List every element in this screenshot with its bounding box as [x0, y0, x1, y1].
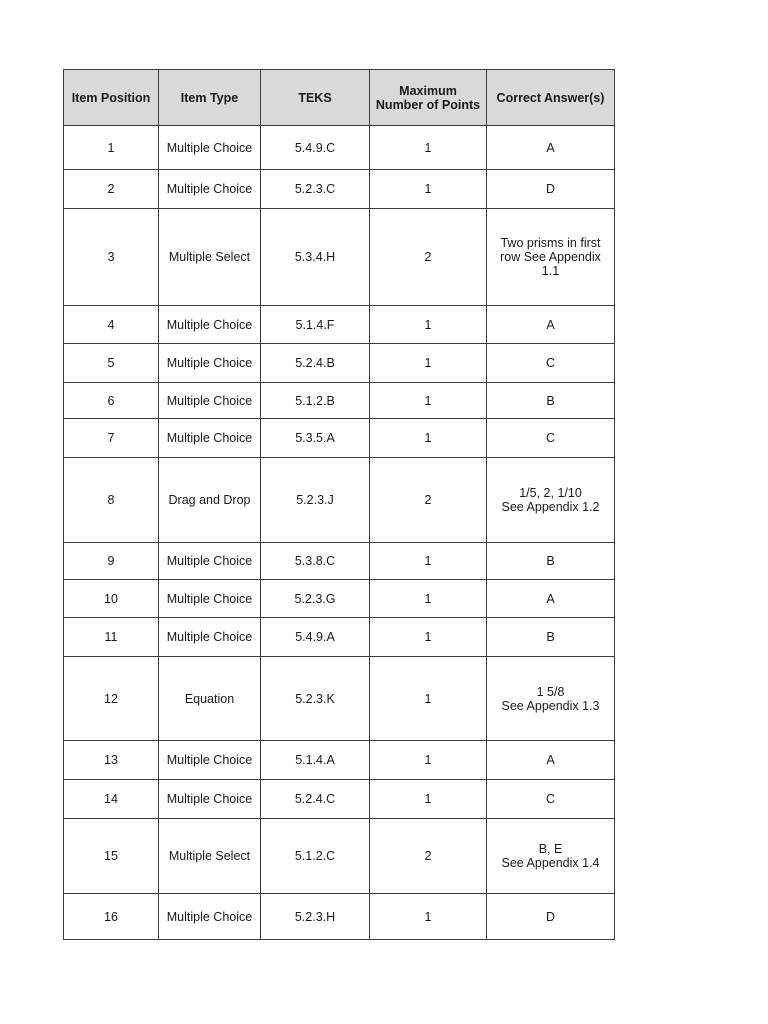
cell-item-position: 10 — [64, 580, 159, 618]
table-row — [64, 580, 615, 618]
cell-teks: 5.2.3.H — [261, 894, 370, 940]
cell-teks: 5.2.4.B — [261, 344, 370, 383]
header-max-points: Maximum Number of Points — [370, 70, 487, 126]
cell-teks: 5.3.5.A — [261, 419, 370, 458]
cell-teks: 5.3.8.C — [261, 543, 370, 580]
cell-teks: 5.1.2.B — [261, 383, 370, 419]
cell-item-position: 5 — [64, 344, 159, 383]
cell-teks: 5.3.4.H — [261, 209, 370, 306]
cell-teks: 5.1.4.A — [261, 741, 370, 780]
cell-correct-answer: B — [487, 383, 615, 419]
cell-item-type: Multiple Choice — [159, 170, 261, 209]
cell-item-position: 12 — [64, 657, 159, 741]
cell-correct-answer: D — [487, 894, 615, 940]
cell-correct-answer: A — [487, 126, 615, 170]
table-row — [64, 126, 615, 170]
cell-item-position: 4 — [64, 306, 159, 344]
cell-correct-answer: D — [487, 170, 615, 209]
cell-teks: 5.4.9.C — [261, 126, 370, 170]
cell-correct-answer: A — [487, 306, 615, 344]
table-row — [64, 458, 615, 543]
cell-max-points: 1 — [370, 383, 487, 419]
cell-teks: 5.2.3.G — [261, 580, 370, 618]
cell-correct-answer: C — [487, 780, 615, 819]
cell-max-points: 1 — [370, 306, 487, 344]
header-row — [64, 70, 615, 126]
cell-item-type: Multiple Choice — [159, 894, 261, 940]
table-row — [64, 894, 615, 940]
cell-item-type: Drag and Drop — [159, 458, 261, 543]
cell-max-points: 1 — [370, 543, 487, 580]
cell-max-points: 2 — [370, 458, 487, 543]
table-row — [64, 543, 615, 580]
header-correct-answers: Correct Answer(s) — [487, 70, 615, 126]
cell-item-type: Multiple Choice — [159, 126, 261, 170]
cell-correct-answer: B — [487, 543, 615, 580]
cell-item-type: Multiple Choice — [159, 306, 261, 344]
table-row — [64, 419, 615, 458]
cell-item-type: Multiple Choice — [159, 618, 261, 657]
cell-item-type: Multiple Choice — [159, 741, 261, 780]
cell-correct-answer: C — [487, 344, 615, 383]
cell-max-points: 1 — [370, 741, 487, 780]
cell-correct-answer: C — [487, 419, 615, 458]
answer-key-table — [63, 69, 615, 940]
table-row — [64, 306, 615, 344]
cell-item-position: 8 — [64, 458, 159, 543]
cell-max-points: 1 — [370, 170, 487, 209]
cell-teks: 5.2.3.C — [261, 170, 370, 209]
cell-item-position: 7 — [64, 419, 159, 458]
cell-item-type: Multiple Choice — [159, 344, 261, 383]
table-body — [64, 126, 615, 940]
table-row — [64, 618, 615, 657]
answer-key-sheet — [63, 69, 614, 940]
table-row — [64, 209, 615, 306]
cell-correct-answer: B — [487, 618, 615, 657]
cell-item-position: 2 — [64, 170, 159, 209]
cell-item-type: Multiple Choice — [159, 543, 261, 580]
cell-max-points: 2 — [370, 209, 487, 306]
cell-item-position: 13 — [64, 741, 159, 780]
cell-correct-answer: Two prisms in first row See Appendix 1.1 — [487, 209, 615, 306]
table-row — [64, 344, 615, 383]
cell-teks: 5.1.2.C — [261, 819, 370, 894]
table-row — [64, 819, 615, 894]
cell-item-position: 1 — [64, 126, 159, 170]
table-row — [64, 780, 615, 819]
header-teks: TEKS — [261, 70, 370, 126]
header-item-position: Item Position — [64, 70, 159, 126]
cell-teks: 5.2.3.K — [261, 657, 370, 741]
table-row — [64, 170, 615, 209]
cell-item-type: Multiple Select — [159, 209, 261, 306]
cell-correct-answer: A — [487, 580, 615, 618]
cell-correct-answer: B, E See Appendix 1.4 — [487, 819, 615, 894]
cell-item-position: 14 — [64, 780, 159, 819]
cell-max-points: 1 — [370, 618, 487, 657]
cell-teks: 5.2.3.J — [261, 458, 370, 543]
cell-teks: 5.1.4.F — [261, 306, 370, 344]
cell-item-position: 9 — [64, 543, 159, 580]
table-row — [64, 383, 615, 419]
cell-teks: 5.4.9.A — [261, 618, 370, 657]
cell-item-type: Multiple Select — [159, 819, 261, 894]
cell-max-points: 1 — [370, 580, 487, 618]
cell-correct-answer: 1/5, 2, 1/10 See Appendix 1.2 — [487, 458, 615, 543]
cell-max-points: 1 — [370, 657, 487, 741]
cell-max-points: 1 — [370, 780, 487, 819]
cell-max-points: 1 — [370, 894, 487, 940]
cell-correct-answer: 1 5/8 See Appendix 1.3 — [487, 657, 615, 741]
cell-item-type: Multiple Choice — [159, 780, 261, 819]
cell-max-points: 1 — [370, 126, 487, 170]
cell-item-type: Multiple Choice — [159, 580, 261, 618]
cell-max-points: 1 — [370, 344, 487, 383]
table-row — [64, 741, 615, 780]
cell-item-type: Equation — [159, 657, 261, 741]
cell-item-position: 15 — [64, 819, 159, 894]
table-row — [64, 657, 615, 741]
cell-item-type: Multiple Choice — [159, 419, 261, 458]
cell-max-points: 2 — [370, 819, 487, 894]
cell-item-position: 16 — [64, 894, 159, 940]
cell-item-position: 6 — [64, 383, 159, 419]
header-item-type: Item Type — [159, 70, 261, 126]
cell-correct-answer: A — [487, 741, 615, 780]
cell-item-position: 11 — [64, 618, 159, 657]
cell-item-type: Multiple Choice — [159, 383, 261, 419]
cell-teks: 5.2.4.C — [261, 780, 370, 819]
cell-max-points: 1 — [370, 419, 487, 458]
cell-item-position: 3 — [64, 209, 159, 306]
